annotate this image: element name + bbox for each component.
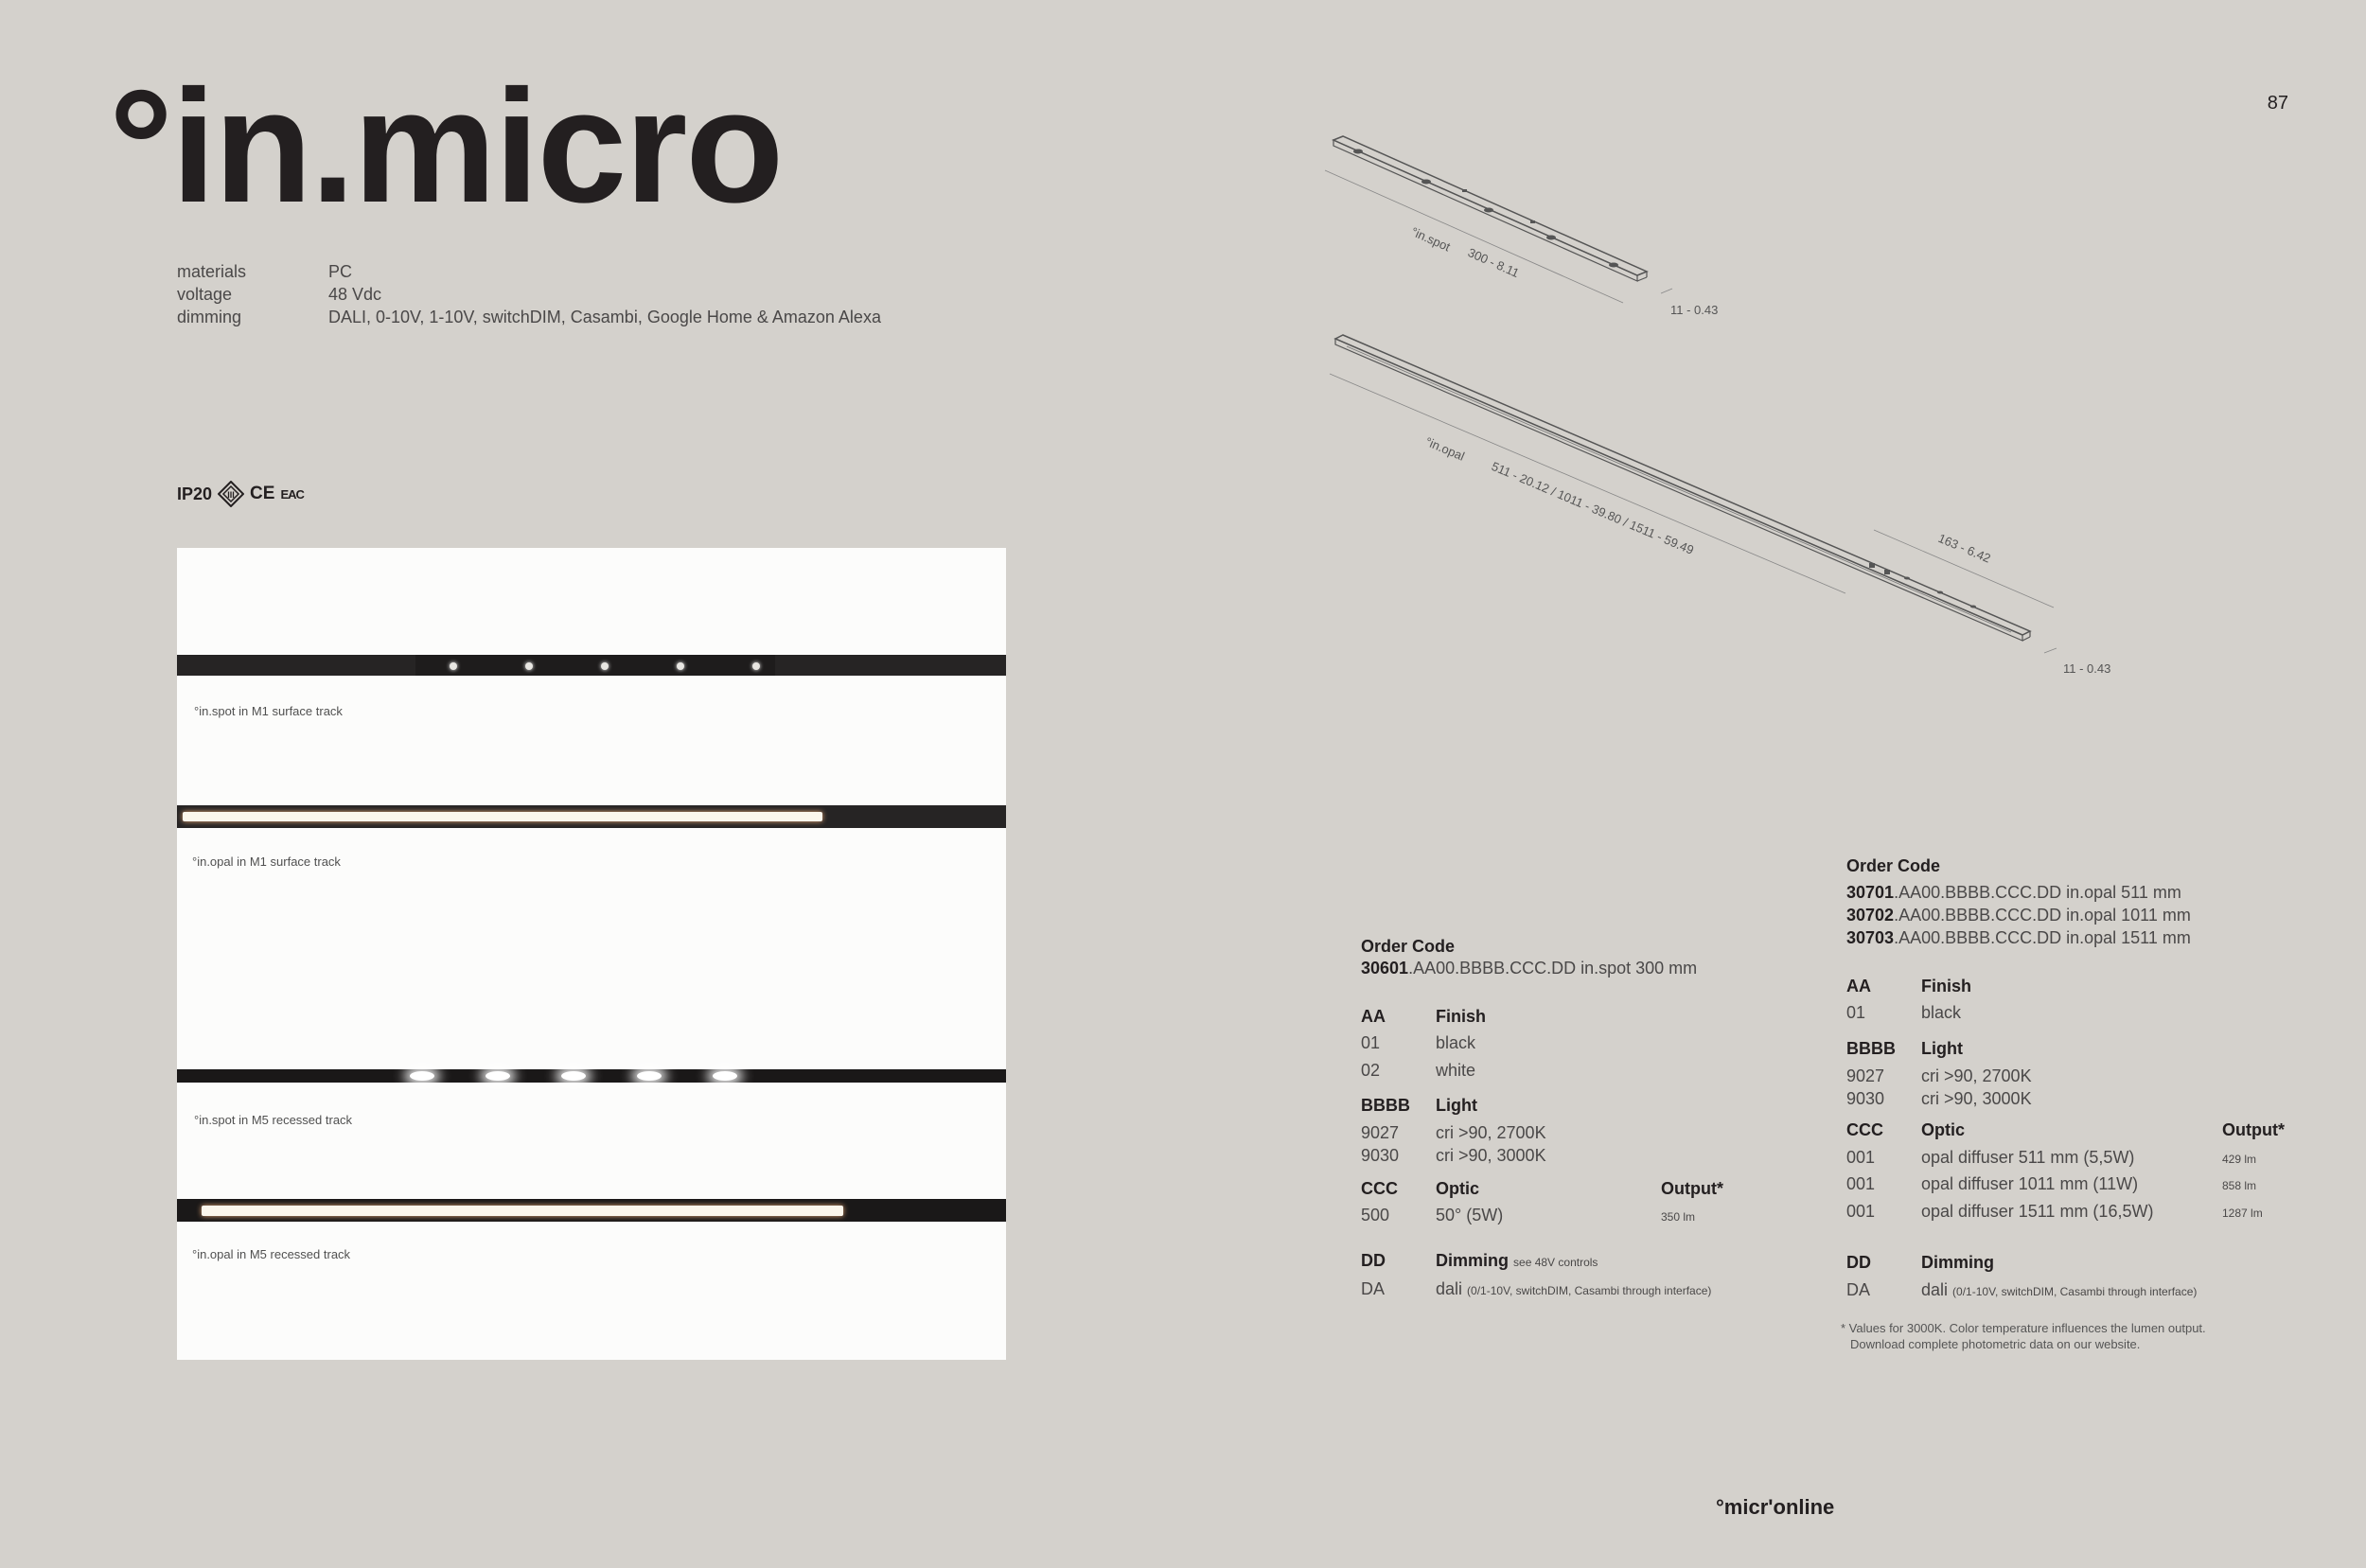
ce-mark-icon: CE <box>250 484 275 503</box>
spec-label: voltage <box>177 285 233 304</box>
ccc-key: CCC <box>1846 1120 1883 1139</box>
technical-drawing <box>1320 123 2153 691</box>
order-code-bold: 30701 <box>1846 883 1895 902</box>
order-code-line <box>1361 959 1697 978</box>
bbbb-label: Light <box>1436 1096 1477 1115</box>
ccc-output-label: Output* <box>2222 1120 2285 1139</box>
spot-label: °in.spot <box>1408 224 1453 255</box>
opal-end: 163 - 6.42 <box>1935 530 1993 566</box>
opal-width: 11 - 0.43 <box>2063 661 2111 676</box>
spec-row-dimming <box>177 306 881 328</box>
spec-value: 48 Vdc <box>328 285 382 304</box>
order-code-rest: .AA00.BBBB.CCC.DD in.opal 1511 mm <box>1894 928 2191 947</box>
ccc-key: CCC <box>1361 1179 1398 1198</box>
spot-glow-icon <box>486 1071 510 1081</box>
footnote <box>1841 1320 2206 1352</box>
spot-module <box>415 655 775 676</box>
spec-label: materials <box>177 262 247 281</box>
aa-code: 01 <box>1361 1033 1381 1052</box>
dd-text: dali <box>1921 1280 1949 1299</box>
spec-label: dimming <box>177 308 242 326</box>
ccc-output: 1287 lm <box>2222 1207 2263 1220</box>
dd-row-note: (0/1-10V, switchDIM, Casambi through interface) <box>1467 1284 1712 1297</box>
footnote-line-1: * Values for 3000K. Color temperature influences the lumen output. <box>1841 1321 2206 1335</box>
aa-label: Finish <box>1921 977 1971 995</box>
ccc-text: opal diffuser 1511 mm (16,5W) <box>1921 1202 2154 1221</box>
ccc-output: 858 lm <box>2222 1179 2257 1192</box>
spot-glow-icon <box>637 1071 662 1081</box>
ccc-code: 001 <box>1846 1202 1876 1221</box>
dd-code: DA <box>1361 1279 1386 1298</box>
bbbb-code: 9027 <box>1361 1123 1400 1142</box>
photo-caption: °in.spot in M5 recessed track <box>194 1113 353 1127</box>
aa-text: white <box>1436 1061 1476 1080</box>
spot-drawing <box>1325 136 1718 317</box>
bbbb-text: cri >90, 2700K <box>1436 1123 1546 1142</box>
surface-track-spot <box>177 655 1006 676</box>
photo-caption: °in.opal in M5 recessed track <box>192 1247 351 1261</box>
dd-row-note: (0/1-10V, switchDIM, Casambi through interface) <box>1952 1285 2198 1298</box>
class-mark-text: III <box>227 490 235 500</box>
product-photo <box>177 548 1006 1360</box>
class-iii-icon <box>218 481 244 507</box>
bbbb-text: cri >90, 3000K <box>1921 1089 2032 1108</box>
footnote-line-2: Download complete photometric data on our website. <box>1850 1337 2141 1351</box>
aa-key: AA <box>1846 977 1871 995</box>
order-code-title: Order Code <box>1846 856 1941 875</box>
spot-led-icon <box>601 662 609 670</box>
ccc-text: 50° (5W) <box>1436 1206 1504 1224</box>
order-code-title: Order Code <box>1361 937 1456 956</box>
ccc-code: 001 <box>1846 1148 1876 1167</box>
dd-text: dali <box>1436 1279 1463 1298</box>
ip-rating: IP20 <box>177 484 213 503</box>
ccc-label: Optic <box>1921 1120 1966 1139</box>
bbbb-text: cri >90, 3000K <box>1436 1146 1546 1165</box>
spot-width: 11 - 0.43 <box>1670 303 1719 317</box>
bbbb-code: 9030 <box>1846 1089 1885 1108</box>
opal-diffuser <box>183 812 822 821</box>
eac-mark-icon: EAC <box>280 486 304 502</box>
aa-text: black <box>1921 1003 1962 1022</box>
aa-label: Finish <box>1436 1007 1486 1026</box>
order-code-bold: 30703 <box>1846 928 1895 947</box>
order-code-line <box>1846 906 2191 925</box>
ccc-label: Optic <box>1436 1179 1480 1198</box>
ccc-text: opal diffuser 1011 mm (11W) <box>1921 1174 2139 1193</box>
dd-note: see 48V controls <box>1513 1256 1598 1269</box>
order-code-line <box>1846 928 2191 948</box>
spot-led-icon <box>525 662 533 670</box>
recessed-track-opal <box>177 1199 1006 1222</box>
spot-length: 300 - 8.11 <box>1465 245 1522 281</box>
bbbb-code: 9030 <box>1361 1146 1400 1165</box>
spec-row-materials <box>177 260 881 283</box>
ccc-code: 500 <box>1361 1206 1390 1224</box>
dd-row <box>1921 1280 2197 1300</box>
spot-glow-icon <box>713 1071 737 1081</box>
opal-diffuser <box>202 1206 843 1216</box>
page-title: °in.micro <box>109 57 783 237</box>
ccc-text: opal diffuser 511 mm (5,5W) <box>1921 1148 2135 1167</box>
spot-led-icon <box>752 662 760 670</box>
order-code-rest: .AA00.BBBB.CCC.DD in.opal 511 mm <box>1894 883 2181 902</box>
dd-row <box>1436 1279 1711 1299</box>
aa-code: 01 <box>1846 1003 1866 1022</box>
order-code-rest: .AA00.BBBB.CCC.DD in.opal 1011 mm <box>1894 906 2191 925</box>
dd-key: DD <box>1361 1251 1386 1270</box>
ccc-output: 429 lm <box>2222 1153 2257 1166</box>
dd-label: Dimming <box>1921 1253 1995 1272</box>
order-code-rest: .AA00.BBBB.CCC.DD in.spot 300 mm <box>1408 959 1698 978</box>
spot-glow-icon <box>410 1071 434 1081</box>
photo-caption: °in.spot in M1 surface track <box>194 704 343 718</box>
bbbb-label: Light <box>1921 1039 1963 1058</box>
ccc-output-label: Output* <box>1661 1179 1723 1198</box>
aa-code: 02 <box>1361 1061 1381 1080</box>
spot-glow-icon <box>561 1071 586 1081</box>
opal-label: °in.opal <box>1422 433 1467 464</box>
bbbb-key: BBBB <box>1846 1039 1896 1058</box>
spot-led-icon <box>677 662 684 670</box>
spec-value: DALI, 0-10V, 1-10V, switchDIM, Casambi, Google Home & Amazon Alexa <box>328 308 881 326</box>
dd-label: Dimming <box>1436 1251 1510 1270</box>
aa-key: AA <box>1361 1007 1386 1026</box>
opal-length: 511 - 20.12 / 1011 - 39.80 / 1511 - 59.49 <box>1489 458 1696 557</box>
dd-key: DD <box>1846 1253 1871 1272</box>
opal-drawing <box>1330 335 2110 676</box>
aa-text: black <box>1436 1033 1476 1052</box>
order-code-bold: 30702 <box>1846 906 1895 925</box>
page-number: 87 <box>2267 93 2288 114</box>
recessed-track-spot <box>177 1069 1006 1083</box>
bbbb-key: BBBB <box>1361 1096 1410 1115</box>
order-code-line <box>1846 883 2181 903</box>
dd-header <box>1361 1251 1386 1271</box>
bbbb-text: cri >90, 2700K <box>1921 1066 2032 1085</box>
ccc-code: 001 <box>1846 1174 1876 1193</box>
certification-marks <box>177 481 304 507</box>
spec-row-voltage <box>177 283 881 306</box>
bbbb-code: 9027 <box>1846 1066 1885 1085</box>
ccc-output: 350 lm <box>1661 1210 1696 1224</box>
specs-list <box>177 260 881 328</box>
photo-caption: °in.opal in M1 surface track <box>192 854 341 869</box>
spec-value: PC <box>328 262 353 281</box>
spot-led-icon <box>450 662 457 670</box>
order-code-bold: 30601 <box>1361 959 1409 978</box>
dd-label-row <box>1436 1251 1598 1271</box>
surface-track-opal <box>177 805 1006 828</box>
brand-logo: °micr'online <box>1716 1495 1835 1519</box>
dd-code: DA <box>1846 1280 1871 1299</box>
